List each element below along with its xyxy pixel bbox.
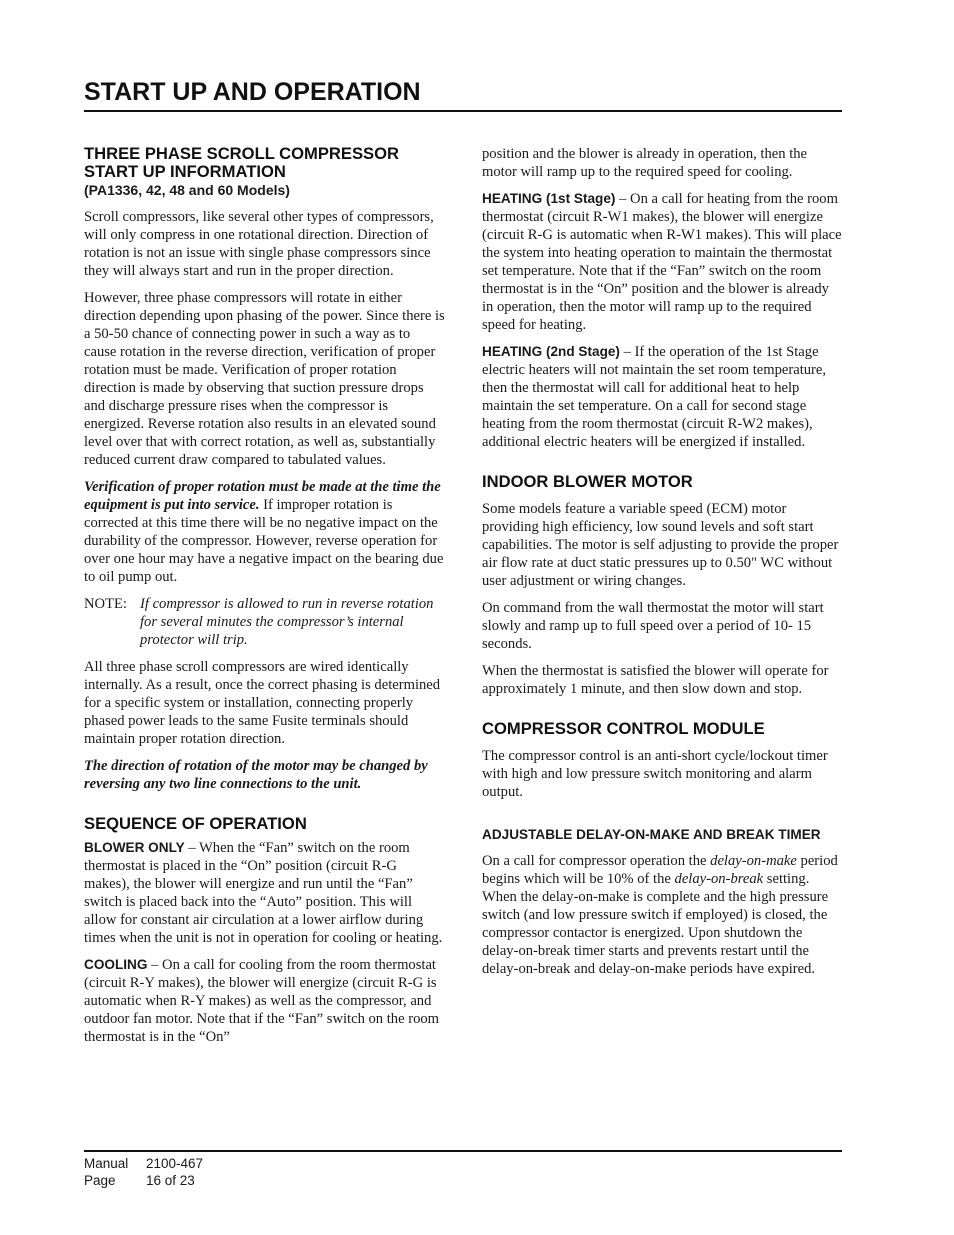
note-text: If compressor is allowed to run in reverse rotation for several minutes the compressor’s internal protector will trip. — [140, 596, 434, 648]
paragraph-text: setting. When the delay-on-make is complete and the high pressure switch (and low pressure switch if employed) is closed, the compressor contactor is energized. Upon shutdown the delay-on-break timer starts and prevents restart until the delay-on-break and delay-on-make periods have expired. — [482, 871, 829, 977]
paragraph: However, three phase compressors will rotate in either direction depending upon phasing of the power. Since there is a 50-50 chance of connecting power in such a way as to cause rotation in the reverse direction, verification of proper rotation must be made. Verification of proper rotation direction is made by observing that suction pressure drops and discharge pressure rises when the compressor is energized. Reverse rotation also results in an elevated sound level over that with correct rotation, as well as, substantially reduced current draw compared to tabulated values. — [84, 290, 445, 468]
paragraph: On command from the wall thermostat the motor will start slowly and ramp up to full speed over a period of 10- 15 seconds. — [482, 600, 824, 652]
paragraph — [84, 757, 446, 793]
footer-page-label: Page — [84, 1173, 116, 1188]
paragraph: Some models feature a variable speed (ECM) motor providing high efficiency, low sound levels and soft start capabilities. The motor is self adjusting to provide the proper air flow rate at duct static pressures up to 0.50" WC without user adjustment or wiring changes. — [482, 501, 839, 589]
paragraph-text: – When the “Fan” switch on the room thermostat is placed in the “On” position (circuit R-G makes), the blower will energize and run until the “Fan” switch is placed back into the “Auto” position. This will allow for constant air circulation at a lower airflow during times when the unit is not in operation for cooling or heating. — [84, 840, 443, 946]
italic-term: delay-on-break — [674, 871, 764, 887]
paragraph — [84, 478, 446, 586]
paragraph-text: If improper rotation is corrected at this time there will be no negative impact on the durability of the compressor. However, reverse operation for over one hour may have a negative impact on the bearing due to oil pump out. — [84, 497, 444, 585]
section-title-compressor-control: COMPRESSOR CONTROL MODULE — [482, 719, 765, 738]
section-title-scroll-compressor: THREE PHASE SCROLL COMPRESSOR START UP INFORMATION — [84, 144, 400, 181]
paragraph — [482, 852, 842, 978]
right-column — [482, 145, 842, 987]
paragraph: The compressor control is an anti-short cycle/lockout timer with high and low pressure switch monitoring and alarm output. — [482, 748, 828, 800]
paragraph: Scroll compressors, like several other types of compressors, will only compress in one rotational direction. Direction of rotation is not an issue with single phase compressors since they will always start and run in the proper direction. — [84, 209, 434, 279]
italic-term: delay-on-make — [710, 853, 797, 869]
paragraph-text: On a call for compressor operation the — [482, 853, 711, 869]
footer-divider — [84, 1150, 842, 1152]
runin-label: HEATING (2nd Stage) — [482, 344, 620, 359]
footer-manual-label: Manual — [84, 1156, 129, 1171]
section-title-sequence: SEQUENCE OF OPERATION — [84, 814, 307, 833]
footer — [84, 1155, 203, 1189]
section-subtitle-models: (PA1336, 42, 48 and 60 Models) — [84, 182, 290, 198]
paragraph-text: – On a call for cooling from the room thermostat (circuit R-Y makes), the blower will energize (circuit R-G is automatic when R-Y makes) as well as the compressor, and outdoor fan motor. Note that if the “Fan” switch on the room thermostat is in the “On” — [84, 957, 440, 1045]
runin-label: COOLING — [84, 957, 148, 972]
footer-page-value: 16 of 23 — [146, 1173, 195, 1188]
left-column — [84, 145, 446, 1055]
paragraph-text: – On a call for heating from the room thermostat (circuit R-W1 makes), the blower will energize (circuit R-G is automatic when R-W1 makes). This will place the system into heating operation to maintain the thermostat set temperature. Note that if the “Fan” switch on the room thermostat is in the “On” position and the blower is already in operation, then the motor will ramp up to the required speed for heating. — [482, 191, 842, 333]
runin-label: BLOWER ONLY — [84, 840, 185, 855]
paragraph-cooling — [84, 956, 446, 1046]
footer-page — [84, 1172, 203, 1189]
emphasis-text: Verification of proper rotation must be made at the time the equipment is put into service. — [84, 479, 441, 513]
paragraph: When the thermostat is satisfied the blower will operate for approximately 1 minute, and then slow down and stop. — [482, 663, 829, 697]
emphasis-text: The direction of rotation of the motor may be changed by reversing any two line connections to the unit. — [84, 758, 428, 792]
footer-manual-value: 2100-467 — [146, 1156, 204, 1171]
paragraph-heating-1st — [482, 190, 842, 334]
note-label: NOTE: — [84, 596, 127, 612]
section-title-delay-timer: ADJUSTABLE DELAY-ON-MAKE AND BREAK TIMER — [482, 827, 821, 842]
paragraph-text: period begins which will be 10% of the — [482, 853, 838, 887]
footer-manual — [84, 1155, 203, 1172]
paragraph: position and the blower is already in operation, then the motor will ramp up to the required speed for cooling. — [482, 146, 808, 180]
runin-label: HEATING (1st Stage) — [482, 191, 616, 206]
page-title: START UP AND OPERATION — [84, 78, 421, 106]
title-divider — [84, 110, 842, 112]
paragraph: All three phase scroll compressors are wired identically internally. As a result, once the correct phasing is determined for a specific system or installation, connecting properly phased power leads to the same Fusite terminals should maintain proper rotation direction. — [84, 659, 441, 747]
paragraph-heating-2nd — [482, 343, 842, 451]
paragraph-blower-only — [84, 839, 446, 947]
note — [84, 595, 446, 649]
section-title-indoor-blower: INDOOR BLOWER MOTOR — [482, 472, 693, 491]
paragraph-text: – If the operation of the 1st Stage electric heaters will not maintain the set room temperature, then the thermostat will call for additional heat to help maintain the set temperature. On a call for second stage heating from the room thermostat (circuit R-W2 makes), additional electric heaters will be energized if installed. — [482, 344, 827, 450]
